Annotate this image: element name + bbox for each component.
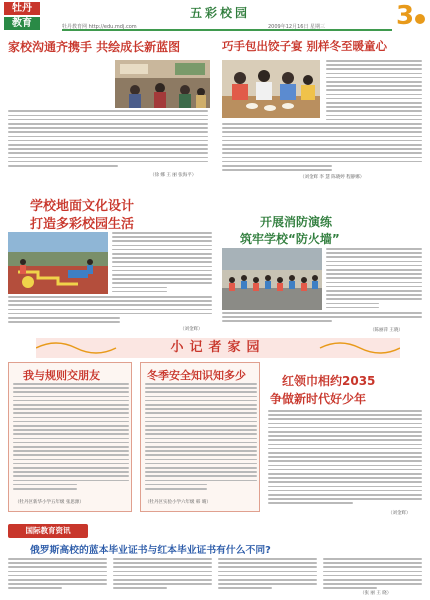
text-line: [13, 425, 129, 427]
international-education-tag: [8, 524, 88, 538]
text-line: [145, 480, 257, 482]
text-line: [8, 123, 208, 125]
logo-line-1: 牡丹: [4, 2, 40, 15]
text-line: [268, 469, 422, 471]
text-line: [326, 68, 422, 70]
text-line: [326, 102, 422, 104]
text-line: [112, 236, 212, 238]
text-line: [222, 136, 422, 138]
article-3-body-continued: [8, 296, 212, 324]
bottom-body: [8, 558, 422, 592]
text-line: [112, 257, 212, 259]
text-line: [222, 316, 422, 318]
text-line: [112, 253, 212, 255]
text-line: [13, 459, 129, 461]
text-line: [218, 579, 317, 581]
text-line: [326, 115, 422, 117]
text-line: [112, 278, 212, 280]
text-line: [13, 442, 129, 444]
text-line: [326, 98, 422, 100]
reporter-corner-title: 小记者家园: [170, 340, 266, 355]
text-line: [218, 558, 317, 560]
text-line: [113, 566, 212, 568]
text-line: [145, 450, 257, 452]
page-number: 3: [396, 1, 415, 31]
reporter-box-1-body: [13, 383, 129, 491]
text-line: [112, 245, 212, 247]
text-line: [326, 64, 422, 66]
article-3-headline-2: 打造多彩校园生活: [30, 217, 135, 232]
text-line: [112, 240, 212, 242]
text-line: [268, 456, 422, 458]
article-4-body: [326, 248, 422, 310]
text-line: [8, 313, 212, 315]
text-line: [8, 127, 208, 129]
masthead: [0, 0, 430, 34]
text-line: [145, 459, 257, 461]
text-line: [13, 467, 129, 469]
text-line: [145, 454, 257, 456]
article-4-photo-fire-drill: [222, 248, 322, 310]
text-line: [13, 475, 129, 477]
text-line: [222, 144, 422, 146]
article-1-byline: （徐 娜 王 丽 张海平）: [150, 173, 197, 178]
text-line: [8, 165, 118, 167]
text-line: [218, 583, 317, 585]
text-line: [268, 452, 422, 454]
text-line: [326, 303, 379, 305]
text-line: [218, 587, 272, 589]
text-line: [268, 444, 422, 446]
text-line: [8, 309, 212, 311]
text-line: [13, 408, 129, 410]
article-5-headline-2: 争做新时代好少年: [270, 392, 367, 406]
text-line: [218, 562, 317, 564]
text-line: [13, 471, 129, 473]
text-line: [268, 439, 422, 441]
text-line: [326, 273, 422, 275]
text-line: [326, 248, 422, 250]
article-3-byline: （刘金辉）: [180, 327, 203, 332]
text-line: [13, 387, 129, 389]
article-5-byline: （刘金辉）: [388, 511, 411, 516]
reporter-box-1-title: 我与规则交朋友: [23, 369, 100, 382]
article-2-byline: （刘金辉 李 慧 陈晓婷 程静娜）: [300, 175, 365, 180]
text-line: [13, 488, 77, 490]
text-line: [145, 484, 207, 486]
text-line: [8, 587, 62, 589]
text-line: [145, 391, 257, 393]
text-line: [326, 94, 422, 96]
text-line: [145, 396, 257, 398]
text-line: [323, 579, 422, 581]
text-line: [222, 165, 332, 167]
text-line: [326, 73, 422, 75]
text-line: [13, 383, 129, 385]
text-line: [13, 404, 129, 406]
text-line: [145, 429, 257, 431]
text-line: [145, 475, 257, 477]
text-line: [112, 266, 212, 268]
text-line: [145, 463, 257, 465]
text-line: [145, 408, 257, 410]
text-line: [13, 446, 129, 448]
text-line: [13, 480, 129, 482]
text-line: [113, 562, 212, 564]
article-2-photo-dumplings: [222, 60, 320, 118]
text-line: [145, 471, 257, 473]
text-line: [113, 579, 212, 581]
text-line: [326, 85, 422, 87]
article-1-photo-classroom: [115, 60, 210, 108]
text-line: [326, 110, 422, 112]
article-5-headline-1: 红领巾相约2035: [282, 374, 376, 388]
text-line: [145, 433, 257, 435]
text-line: [8, 110, 208, 112]
text-line: [326, 282, 422, 284]
text-line: [112, 270, 212, 272]
text-line: [326, 269, 422, 271]
text-line: [268, 465, 422, 467]
text-line: [326, 307, 379, 309]
article-4-byline: （陈丽萍 王晓）: [370, 328, 403, 333]
text-line: [13, 433, 129, 435]
text-line: [145, 425, 257, 427]
reporter-box-2-title: 冬季安全知识知多少: [147, 369, 246, 382]
text-line: [222, 140, 422, 142]
text-line: [326, 60, 422, 62]
text-line: [326, 119, 422, 121]
text-line: [8, 317, 120, 319]
text-line: [8, 140, 208, 142]
section-title: 五彩校园: [189, 6, 250, 20]
text-line: [268, 427, 422, 429]
text-line: [326, 290, 422, 292]
text-line: [326, 89, 422, 91]
reporter-box-1: [8, 362, 132, 512]
text-line: [13, 454, 129, 456]
text-line: [8, 296, 212, 298]
text-line: [222, 312, 422, 314]
text-line: [222, 152, 422, 154]
article-3-body: [112, 232, 212, 294]
text-line: [113, 587, 167, 589]
text-line: [222, 123, 422, 125]
text-line: [112, 287, 167, 289]
article-4-headline-2: 筑牢学校“防火墙”: [240, 232, 340, 246]
text-line: [145, 400, 257, 402]
text-line: [112, 291, 167, 293]
text-line: [145, 438, 257, 440]
bottom-byline: （张 丽 王 晓）: [360, 591, 392, 596]
reporter-box-1-byline: （牡丹区新华小学五年级 张思源）: [15, 500, 84, 505]
page-number-dot-icon: [415, 14, 425, 24]
text-line: [326, 298, 422, 300]
reporter-box-2: [140, 362, 260, 512]
article-5-body: [268, 410, 422, 508]
text-line: [8, 136, 208, 138]
text-line: [8, 321, 120, 323]
text-line: [145, 467, 257, 469]
text-line: [145, 417, 257, 419]
text-line: [13, 400, 129, 402]
text-line: [8, 148, 208, 150]
text-line: [8, 562, 107, 564]
text-line: [8, 571, 107, 573]
text-line: [8, 300, 212, 302]
text-line: [326, 106, 422, 108]
text-line: [268, 418, 422, 420]
text-line: [323, 566, 422, 568]
text-line: [268, 414, 422, 416]
text-line: [323, 562, 422, 564]
text-line: [268, 410, 422, 412]
text-line: [268, 431, 422, 433]
text-line: [268, 502, 353, 504]
bottom-headline: 俄罗斯高校的蓝本毕业证书与红本毕业证书有什么不同?: [30, 545, 271, 556]
text-line: [13, 450, 129, 452]
text-line: [8, 579, 107, 581]
text-line: [112, 261, 212, 263]
text-line: [145, 387, 257, 389]
text-line: [8, 115, 208, 117]
text-line: [222, 131, 422, 133]
text-line: [8, 157, 208, 159]
text-line: [8, 131, 208, 133]
text-line: [268, 481, 422, 483]
text-line: [113, 571, 212, 573]
article-1-headline: 家校沟通齐携手 共绘成长新蓝图: [8, 40, 181, 54]
text-line: [326, 286, 422, 288]
text-line: [268, 486, 422, 488]
reporter-corner-banner: [36, 338, 400, 358]
text-line: [326, 294, 422, 296]
text-line: [326, 265, 422, 267]
site-url: 牡丹教育网 http://edu.mdj.com: [62, 24, 137, 30]
text-line: [13, 429, 129, 431]
text-line: [268, 477, 422, 479]
issue-date: 2009年12月16日 星期三: [268, 24, 326, 30]
text-line: [145, 488, 207, 490]
text-line: [145, 442, 257, 444]
text-line: [13, 396, 129, 398]
text-line: [145, 412, 257, 414]
text-line: [218, 571, 317, 573]
text-line: [8, 304, 212, 306]
text-line: [326, 81, 422, 83]
text-line: [13, 484, 77, 486]
text-line: [13, 391, 129, 393]
article-4-body-continued: [222, 312, 422, 326]
text-line: [113, 575, 212, 577]
newspaper-logo: [4, 2, 40, 32]
text-line: [145, 421, 257, 423]
text-line: [268, 498, 422, 500]
text-line: [145, 446, 257, 448]
text-line: [222, 127, 422, 129]
text-line: [222, 148, 422, 150]
text-line: [8, 566, 107, 568]
text-line: [113, 558, 212, 560]
text-line: [8, 161, 208, 163]
text-line: [13, 412, 129, 414]
text-line: [13, 417, 129, 419]
text-line: [8, 575, 107, 577]
text-line: [268, 494, 422, 496]
text-line: [8, 119, 208, 121]
text-line: [112, 249, 212, 251]
text-line: [8, 144, 208, 146]
text-line: [13, 421, 129, 423]
text-line: [323, 575, 422, 577]
text-line: [268, 423, 422, 425]
text-line: [145, 404, 257, 406]
text-line: [323, 583, 422, 585]
text-line: [323, 558, 422, 560]
text-line: [323, 571, 422, 573]
text-line: [112, 232, 212, 234]
text-line: [222, 169, 332, 171]
text-line: [218, 575, 317, 577]
text-line: [112, 274, 212, 276]
text-line: [13, 463, 129, 465]
article-3-headline-1: 学校地面文化设计: [30, 199, 135, 214]
logo-line-2: 教育: [4, 17, 40, 30]
text-line: [145, 383, 257, 385]
article-3-photo-playground: [8, 232, 108, 294]
text-line: [222, 161, 422, 163]
text-line: [112, 282, 212, 284]
text-line: [268, 473, 422, 475]
text-line: [326, 77, 422, 79]
text-line: [222, 320, 332, 322]
text-line: [13, 438, 129, 440]
text-line: [218, 566, 317, 568]
text-line: [326, 252, 422, 254]
text-line: [323, 587, 377, 589]
text-line: [268, 435, 422, 437]
text-line: [268, 490, 422, 492]
text-line: [326, 261, 422, 263]
article-4-headline-1: 开展消防演练: [260, 215, 333, 229]
reporter-box-2-byline: （牡丹区实验小学六年级 韩 晴）: [145, 500, 211, 505]
text-line: [8, 152, 208, 154]
text-line: [113, 583, 212, 585]
text-line: [326, 256, 422, 258]
article-2-headline: 巧手包出饺子宴 别样冬至暖童心: [222, 39, 388, 53]
international-education-tag-label: 国际教育资讯: [25, 526, 71, 535]
text-line: [8, 583, 107, 585]
text-line: [268, 460, 422, 462]
text-line: [222, 157, 422, 159]
text-line: [326, 277, 422, 279]
text-line: [8, 558, 107, 560]
text-line: [268, 448, 422, 450]
reporter-box-2-body: [145, 383, 257, 491]
